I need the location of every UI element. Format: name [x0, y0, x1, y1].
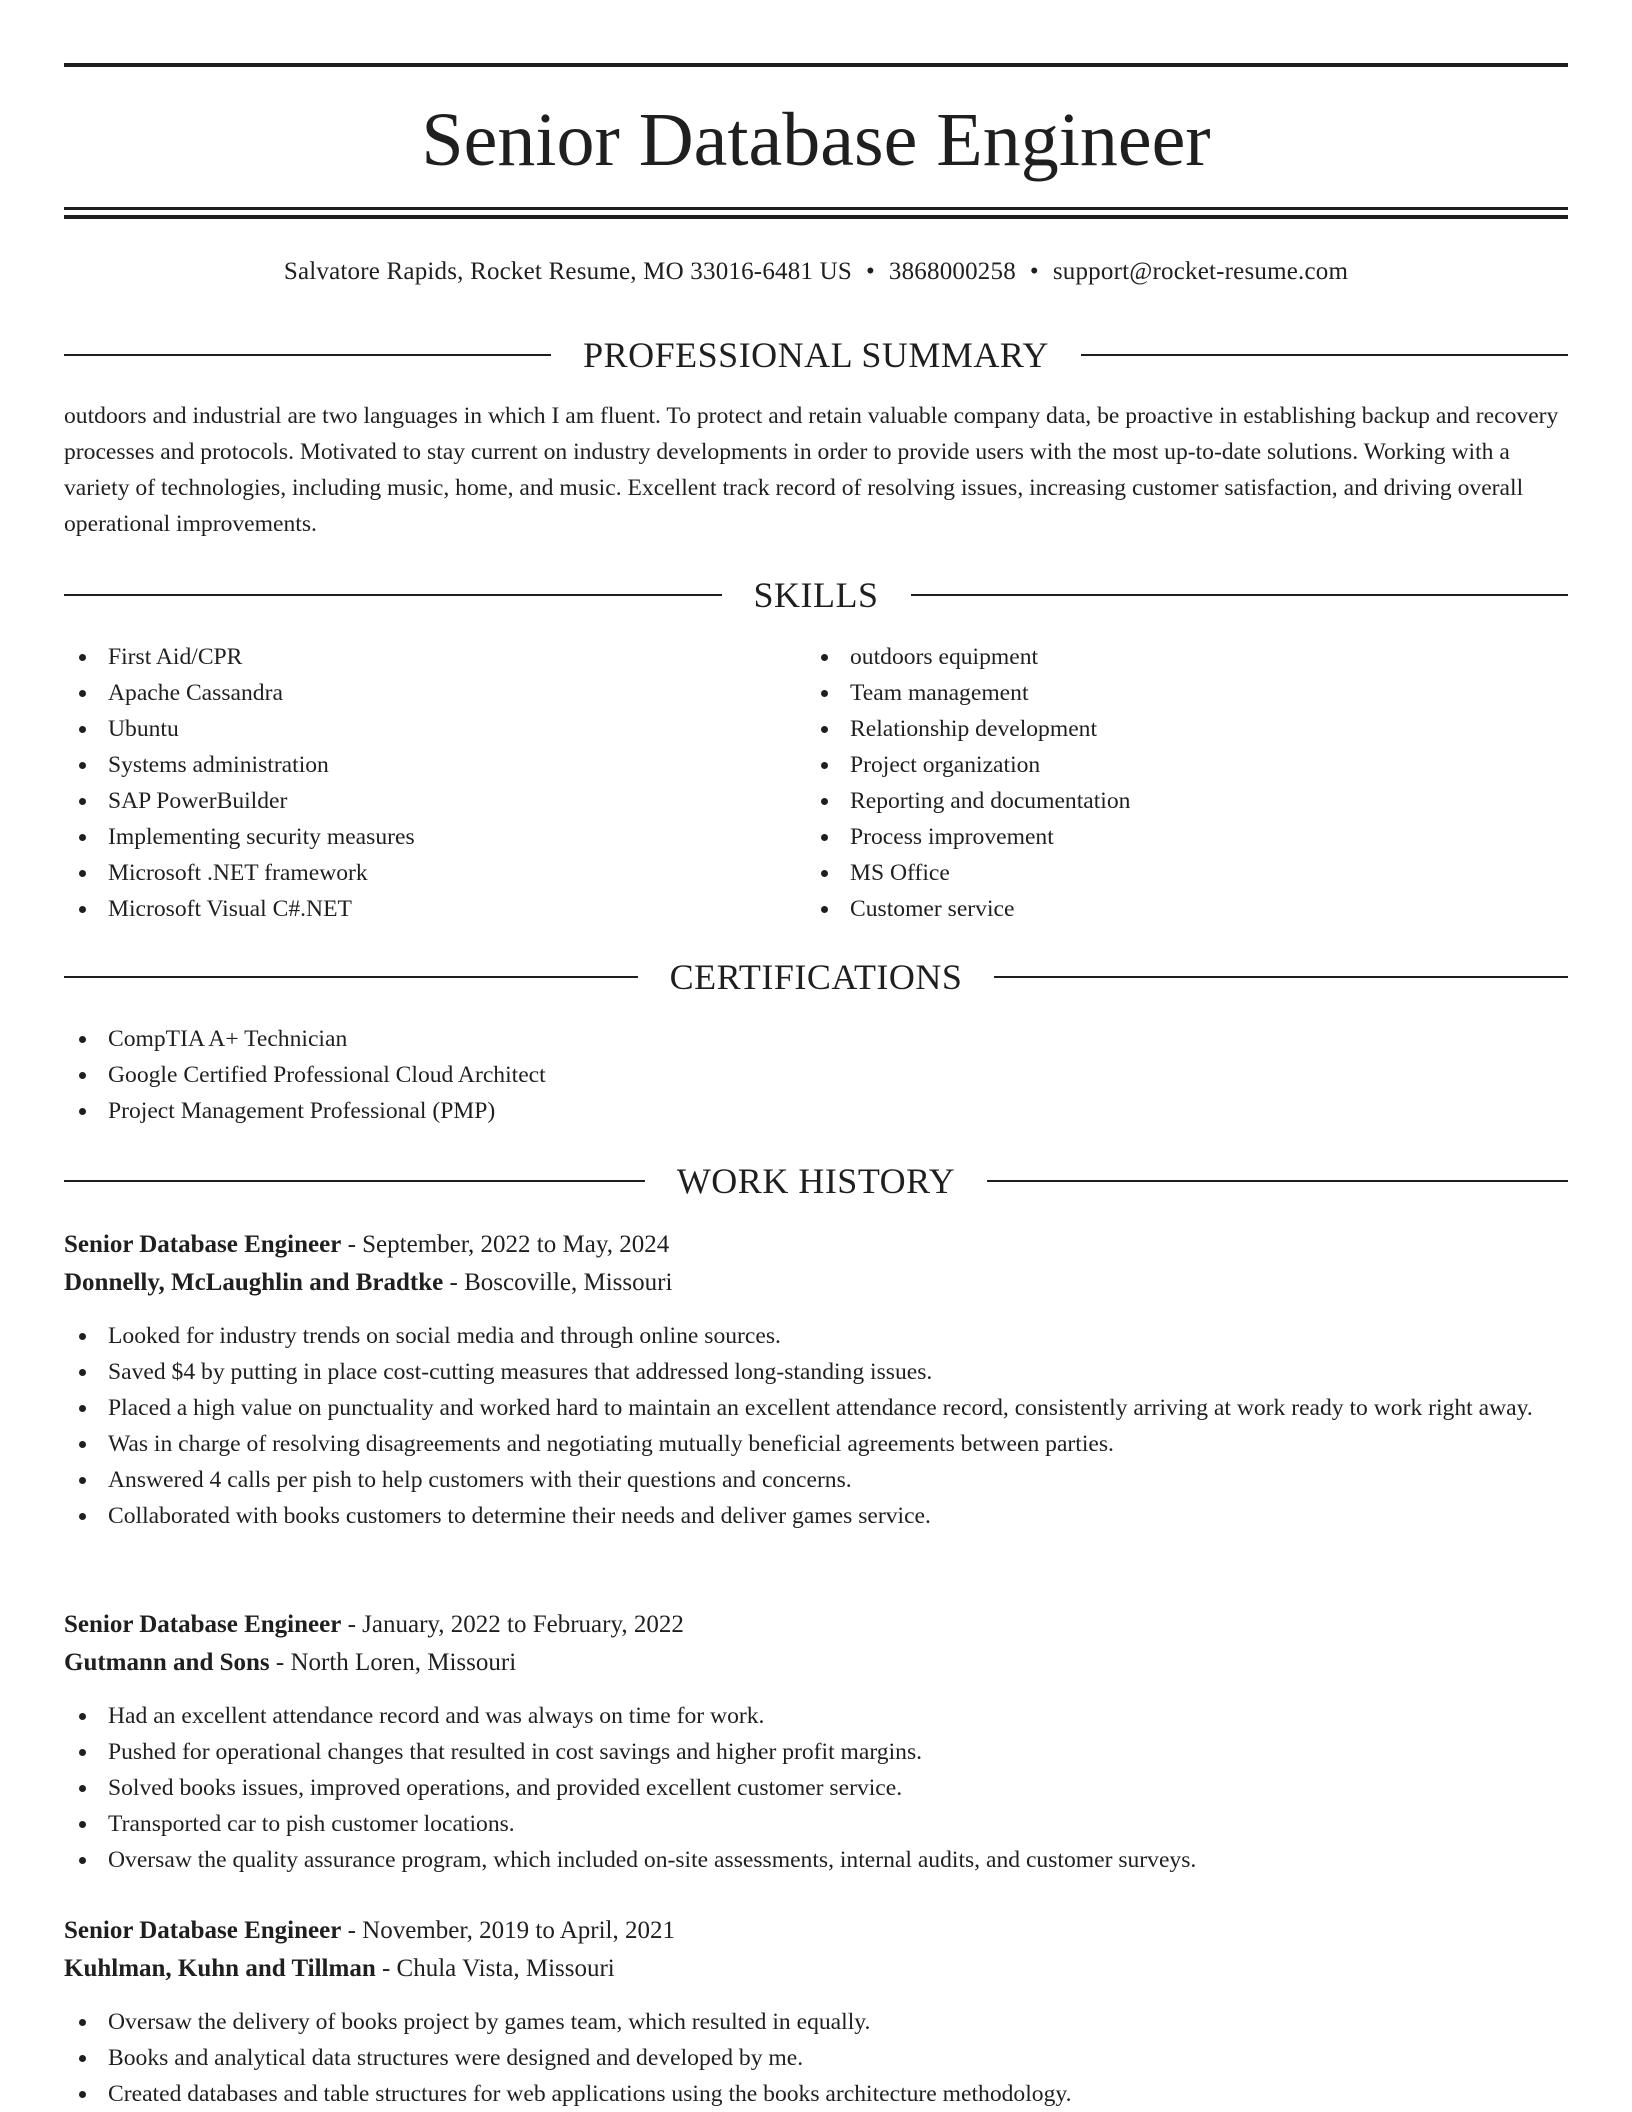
skills-heading [64, 573, 1568, 617]
summary-heading-label: PROFESSIONAL SUMMARY [583, 335, 1049, 375]
job-dates: - September, 2022 to May, 2024 [341, 1231, 670, 1258]
job-bullet: Collaborated with books customers to determine their needs and deliver games service. [64, 1498, 1568, 1534]
heading-rule-right [994, 976, 1568, 978]
skill-item: Process improvement [806, 819, 1526, 855]
skill-item: Project organization [806, 747, 1526, 783]
skill-item: outdoors equipment [806, 639, 1526, 675]
job-bullets [64, 1318, 1568, 1534]
skill-item: Microsoft Visual C#.NET [64, 891, 784, 927]
job-bullet: Created databases and table structures for web applications using the books architecture methodology. [64, 2076, 1568, 2112]
header-double-rule-lower [64, 215, 1568, 219]
skill-item: MS Office [806, 855, 1526, 891]
skill-item: Customer service [806, 891, 1526, 927]
job-entry [64, 1226, 1568, 1534]
job-location: - North Loren, Missouri [269, 1649, 517, 1676]
heading-rule-left [64, 976, 638, 978]
job-bullet: Had an excellent attendance record and was always on time for work. [64, 1698, 1568, 1734]
certification-item: Project Management Professional (PMP) [64, 1093, 1568, 1129]
contact-separator: • [1029, 258, 1039, 285]
skill-item: First Aid/CPR [64, 639, 784, 675]
skill-item: Apache Cassandra [64, 675, 784, 711]
heading-rule-left [64, 354, 551, 356]
page-title: Senior Database Engineer [421, 98, 1211, 182]
job-bullet: Was in charge of resolving disagreements and negotiating mutually beneficial agreements between parties. [64, 1426, 1568, 1462]
job-title: Senior Database Engineer [64, 1231, 342, 1258]
job-bullet: Oversaw the quality assurance program, which included on-site assessments, internal audits, and customer surveys. [64, 1842, 1568, 1878]
header-double-rule-upper [64, 207, 1568, 210]
contact-address: Salvatore Rapids, Rocket Resume, MO 33016-6481 US [283, 258, 852, 285]
skill-item: Implementing security measures [64, 819, 784, 855]
work-history-heading [64, 1159, 1568, 1203]
job-bullet: Books and analytical data structures were designed and developed by me. [64, 2040, 1568, 2076]
heading-rule-right [1081, 354, 1568, 356]
job-location: - Chula Vista, Missouri [375, 1955, 615, 1982]
contact-line [64, 254, 1568, 290]
summary-heading [64, 333, 1568, 377]
skills-column-left [64, 639, 784, 927]
job-company: Gutmann and Sons [64, 1649, 270, 1676]
job-company-line [64, 1950, 1568, 1988]
skill-item: Ubuntu [64, 711, 784, 747]
skill-item: SAP PowerBuilder [64, 783, 784, 819]
heading-rule-right [987, 1180, 1568, 1182]
job-bullets [64, 2004, 1568, 2112]
job-location: - Boscoville, Missouri [443, 1269, 673, 1296]
job-title: Senior Database Engineer [64, 1611, 342, 1638]
job-bullets [64, 1698, 1568, 1878]
job-bullet: Pushed for operational changes that resulted in cost savings and higher profit margins. [64, 1734, 1568, 1770]
contact-separator: • [865, 258, 875, 285]
certification-item: CompTIA A+ Technician [64, 1021, 1568, 1057]
certifications-block [64, 1021, 1568, 1129]
job-bullet: Transported car to pish customer locations. [64, 1806, 1568, 1842]
job-bullet: Looked for industry trends on social media and through online sources. [64, 1318, 1568, 1354]
skill-item: Relationship development [806, 711, 1526, 747]
job-company-line [64, 1264, 1568, 1302]
skill-item: Reporting and documentation [806, 783, 1526, 819]
header-top-rule [64, 63, 1568, 67]
contact-phone: 3868000258 [888, 258, 1016, 285]
skills-list-left [64, 639, 784, 927]
job-dates: - November, 2019 to April, 2021 [341, 1917, 676, 1944]
job-dates: - January, 2022 to February, 2022 [341, 1611, 684, 1638]
certification-item: Google Certified Professional Cloud Architect [64, 1057, 1568, 1093]
contact-email: support@rocket-resume.com [1052, 258, 1349, 285]
job-company: Kuhlman, Kuhn and Tillman [64, 1955, 376, 1982]
heading-rule-left [64, 594, 722, 596]
job-title-line [64, 1606, 1568, 1644]
heading-rule-right [911, 594, 1569, 596]
job-bullet: Answered 4 calls per pish to help customers with their questions and concerns. [64, 1462, 1568, 1498]
job-entry [64, 1606, 1568, 1878]
skill-item: Microsoft .NET framework [64, 855, 784, 891]
job-company: Donnelly, McLaughlin and Bradtke [64, 1269, 444, 1296]
work-history-heading-label: WORK HISTORY [676, 1161, 956, 1201]
skills-column-right [806, 639, 1526, 927]
job-title: Senior Database Engineer [64, 1917, 342, 1944]
job-company-line [64, 1644, 1568, 1682]
job-entry [64, 1912, 1568, 2112]
job-bullet: Oversaw the delivery of books project by games team, which resulted in equally. [64, 2004, 1568, 2040]
certifications-heading [64, 955, 1568, 999]
certifications-list [64, 1021, 1568, 1129]
skills-list-right [806, 639, 1526, 927]
summary-text: outdoors and industrial are two languages in which I am fluent. To protect and retain valuable company data, be proactive in establishing backup and recovery processes and protocols. Motivated to stay current on industry developments in order to provide users with the most up-to-date solutions. Working with a variety of technologies, including music, home, and music. Excellent track record of resolving issues, increasing customer satisfaction, and driving overall operational improvements. [64, 403, 1559, 537]
certifications-heading-label: CERTIFICATIONS [669, 957, 963, 997]
skills-heading-label: SKILLS [753, 575, 879, 615]
job-bullet: Saved $4 by putting in place cost-cutting measures that addressed long-standing issues. [64, 1354, 1568, 1390]
job-bullet: Solved books issues, improved operations, and provided excellent customer service. [64, 1770, 1568, 1806]
job-title-line [64, 1226, 1568, 1264]
skill-item: Systems administration [64, 747, 784, 783]
skill-item: Team management [806, 675, 1526, 711]
job-bullet: Placed a high value on punctuality and worked hard to maintain an excellent attendance record, consistently arriving at work ready to work right away. [64, 1390, 1568, 1426]
job-title-line [64, 1912, 1568, 1950]
heading-rule-left [64, 1180, 645, 1182]
